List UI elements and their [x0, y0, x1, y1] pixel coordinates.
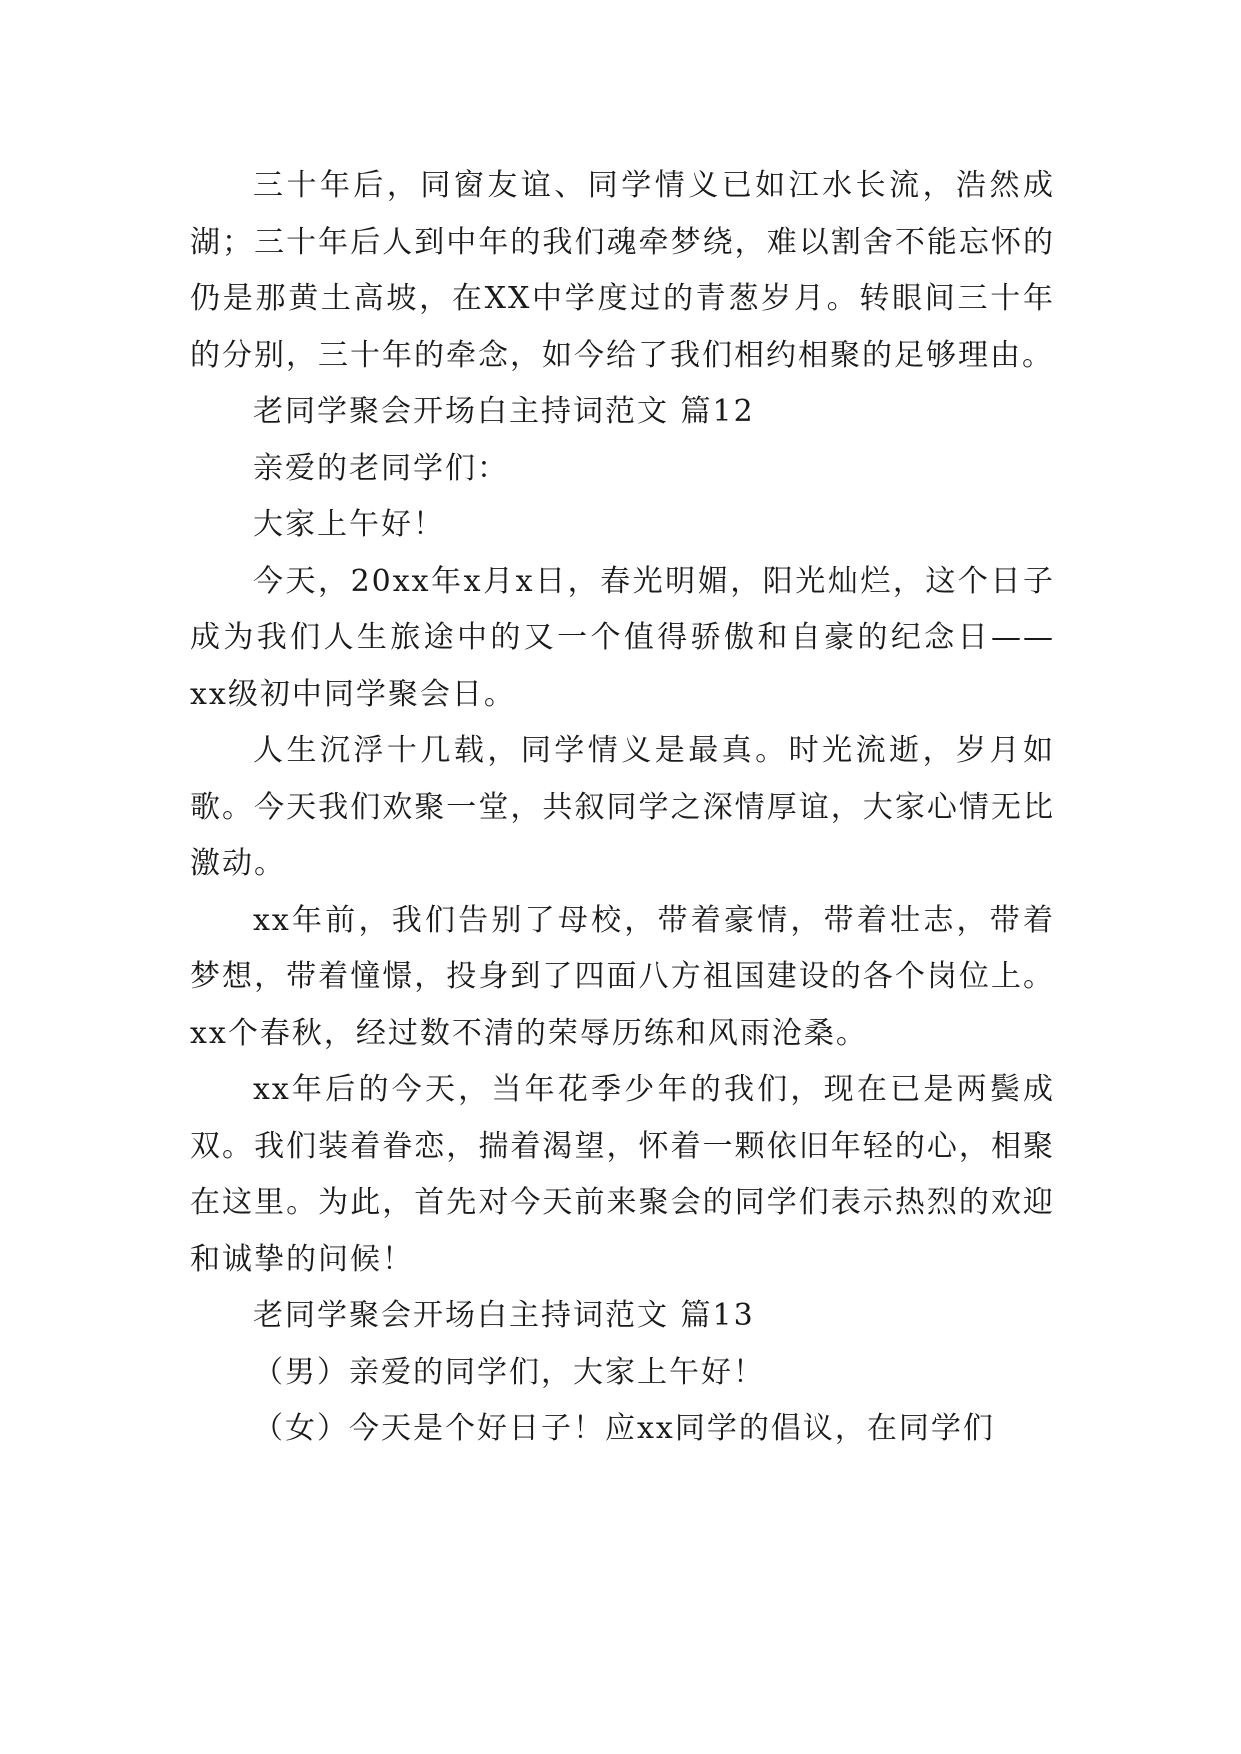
section-heading-12: 老同学聚会开场白主持词范文 篇12: [253, 394, 755, 429]
document-body: [190, 158, 1055, 1458]
paragraph-years-ago: xx年前，我们告别了母校，带着豪情，带着壮志，带着梦想，带着憧憬，投身到了四面八方祖国建设的各个岗位上。xx个春秋，经过数不清的荣辱历练和风雨沧桑。: [190, 902, 1055, 1051]
paragraph-years-later: xx年后的今天，当年花季少年的我们，现在已是两鬓成双。我们装着眷恋，揣着渴望，怀着一颗依旧年轻的心，相聚在这里。为此，首先对今天前来聚会的同学们表示热烈的欢迎和诚挚的问候！: [190, 1072, 1055, 1277]
greeting: 大家上午好！: [253, 507, 445, 542]
dialogue-female: （女）今天是个好日子！应xx同学的倡议，在同学们: [253, 1411, 995, 1446]
salutation: 亲爱的老同学们：: [253, 450, 509, 486]
paragraph-today-date: 今天，20xx年x月x日，春光明媚，阳光灿烂，这个日子成为我们人生旅途中的又一个值得骄傲和自豪的纪念日——xx级初中同学聚会日。: [190, 563, 1055, 712]
section-heading-13: 老同学聚会开场白主持词范文 篇13: [253, 1298, 755, 1333]
paragraph-life-ups-downs: 人生沉浮十几载，同学情义是最真。时光流逝，岁月如歌。今天我们欢聚一堂，共叙同学之深情厚谊，大家心情无比激动。: [190, 733, 1055, 881]
dialogue-male: （男）亲爱的同学们，大家上午好！: [253, 1354, 765, 1390]
paragraph-thirty-years-later: 三十年后，同窗友谊、同学情义已如江水长流，浩然成湖；三十年后人到中年的我们魂牵梦绕，难以割舍不能忘怀的仍是那黄土高坡，在XX中学度过的青葱岁月。转眼间三十年的分别，三十年的牵念，如今给了我们相约相聚的足够理由。: [190, 168, 1055, 373]
